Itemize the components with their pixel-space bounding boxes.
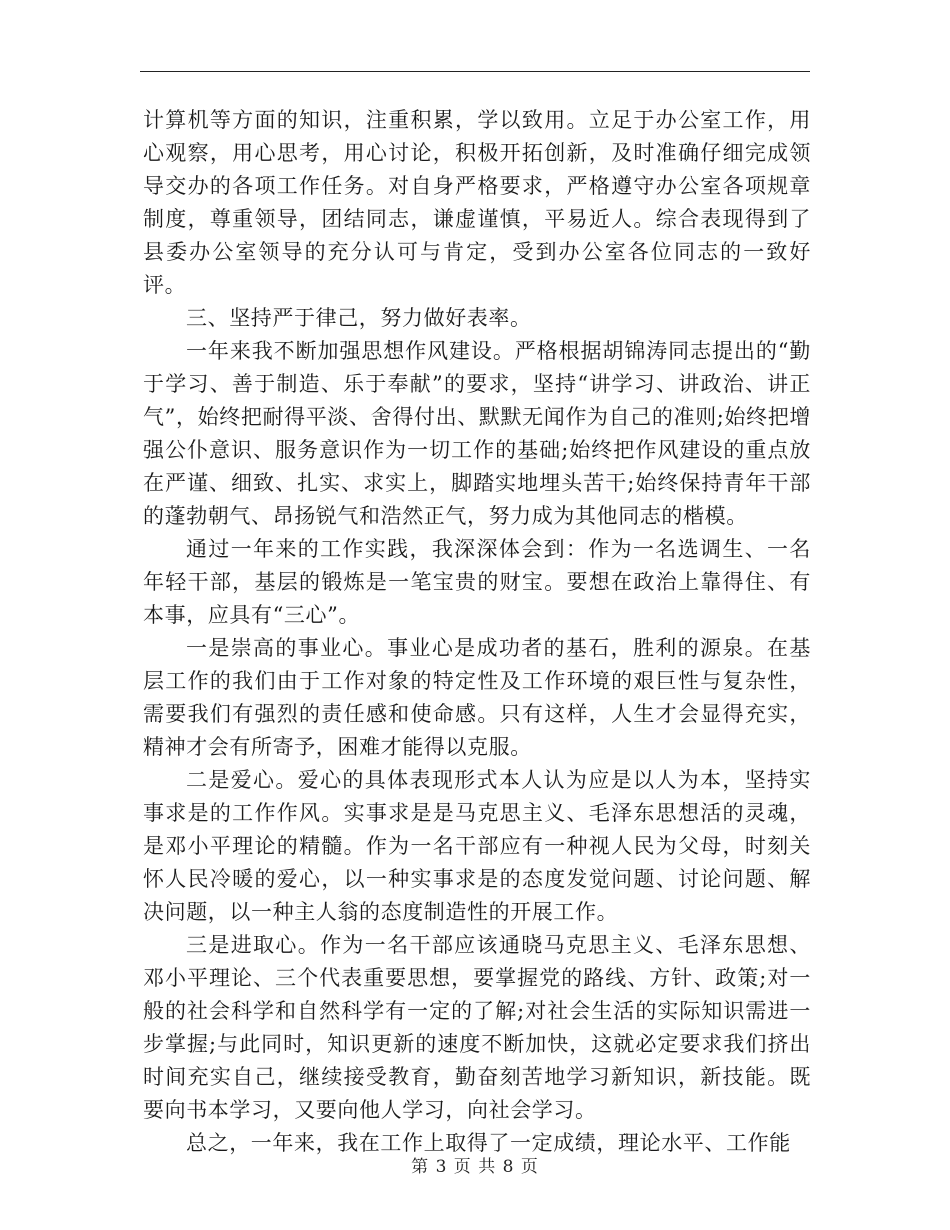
paragraph: 一是崇高的事业心。事业心是成功者的基石，胜利的源泉。在基层工作的我们由于工作对象的特定性及工作环境的艰巨性与复杂性，需要我们有强烈的责任感和使命感。只有这样，人生才会显得充实，精神才会有所寄予，困难才能得以克服。 <box>143 636 811 759</box>
paragraph: 总之，一年来，我在工作上取得了一定成绩，理论水平、工作能 <box>186 1131 791 1155</box>
paragraph: 二是爱心。爱心的具体表现形式本人认为应是以人为本，坚持实事求是的工作作风。实事求是是马克思主义、毛泽东思想活的灵魂，是邓小平理论的精髓。作为一名干部应有一种视人民为父母，时刻关怀人民冷暖的爱心，以一种实事求是的态度发觉问题、讨论问题、解决问题，以一种主人翁的态度制造性的开展工作。 <box>143 768 811 924</box>
paragraph: 三是进取心。作为一名干部应该通晓马克思主义、毛泽东思想、邓小平理论、三个代表重要思想，要掌握党的路线、方针、政策;对一般的社会科学和自然科学有一定的了解;对社会生活的实际知识需进一步掌握;与此同时，知识更新的速度不断加快，这就必定要求我们挤出时间充实自己，继续接受教育，勤奋刻苦地学习新知识，新技能。既要向书本学习，又要向他人学习，向社会学习。 <box>143 933 811 1122</box>
paragraph: 计算机等方面的知识，注重积累，学以致用。立足于办公室工作，用心观察，用心思考，用心讨论，积极开拓创新，及时准确仔细完成领导交办的各项工作任务。对自身严格要求，严格遵守办公室各项规章制度，尊重领导，团结同志，谦虚谨慎，平易近人。综合表现得到了县委办公室领导的充分认可与肯定，受到办公室各位同志的一致好评。 <box>143 108 811 297</box>
body-text <box>143 104 811 1160</box>
header-rule <box>140 71 810 72</box>
paragraph: 通过一年来的工作实践，我深深体会到：作为一名选调生、一名年轻干部，基层的锻炼是一笔宝贵的财宝。要想在政治上靠得住、有本事，应具有“三心”。 <box>143 537 811 627</box>
paragraph: 一年来我不断加强思想作风建设。严格根据胡锦涛同志提出的“勤于学习、善于制造、乐于奉献”的要求，坚持“讲学习、讲政治、讲正气”，始终把耐得平淡、舍得付出、默默无闻作为自己的准则;始终把增强公仆意识、服务意识作为一切工作的基础;始终把作风建设的重点放在严谨、细致、扎实、求实上，脚踏实地埋头苦干;始终保持青年干部的蓬勃朝气、昂扬锐气和浩然正气，努力成为其他同志的楷模。 <box>143 339 811 528</box>
section-heading: 三、坚持严于律己，努力做好表率。 <box>186 306 532 330</box>
page-number-footer: 第 3 页 共 8 页 <box>411 1157 539 1177</box>
